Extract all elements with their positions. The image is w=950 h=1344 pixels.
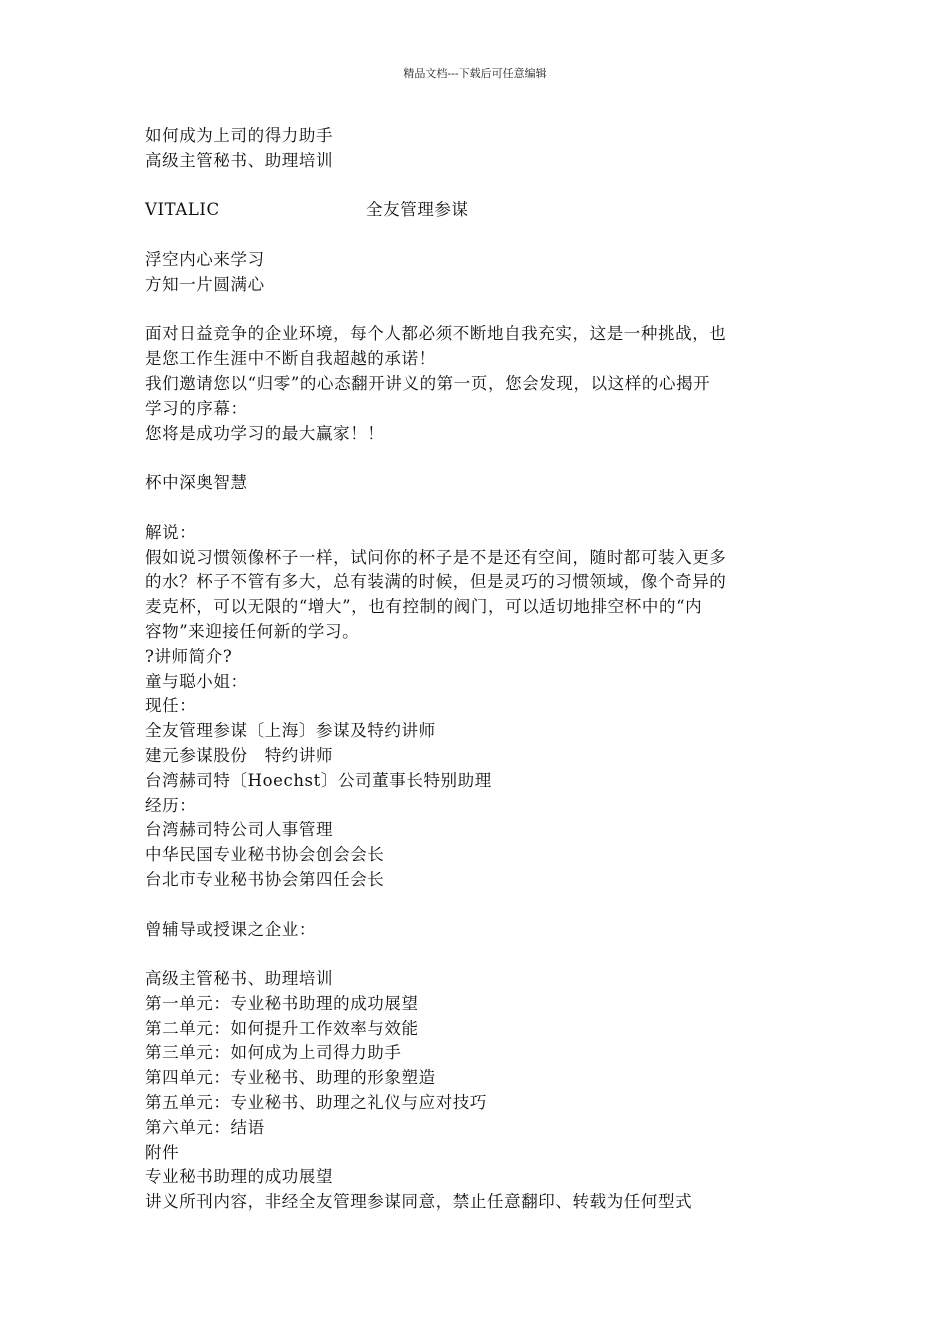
spacer (145, 893, 813, 918)
course-unit: 第五单元：专业秘书、助理之礼仪与应对技巧 (145, 1093, 487, 1113)
document-subtitle: 高级主管秘书、助理培训 (145, 150, 334, 170)
page-header: 精品文档---下载后可任意编辑 (403, 67, 547, 80)
cup-label: 解说： (145, 522, 197, 542)
intro-line: 我们邀请您以“归零”的心态翻开讲义的第一页，您会发现，以这样的心揭开 (145, 373, 711, 393)
cup-paragraph-line: 麦克杯，可以无限的“增大”，也有控制的阀门，可以适切地排空杯中的“内 (145, 597, 703, 617)
history-item: 中华民国专业秘书协会创会会长 (145, 845, 385, 865)
lecturer-name: 童与聪小姐： (145, 671, 248, 691)
spacer (145, 174, 813, 199)
brand-name-latin: VITALIC (145, 200, 220, 220)
cup-paragraph-line: 假如说习惯领像杯子一样，试问你的杯子是不是还有空间，随时都可装入更多 (145, 547, 727, 567)
appendix-label: 附件 (145, 1142, 180, 1162)
section-heading-lecturer: ?讲师简介? (145, 646, 233, 666)
document-title: 如何成为上司的得力助手 (145, 126, 334, 145)
clients-label: 曾辅导或授课之企业： (145, 919, 316, 939)
course-unit: 第一单元：专业秘书助理的成功展望 (145, 993, 419, 1013)
spacer (145, 446, 813, 471)
current-position-item: 建元参谋股份 特约讲师 (145, 745, 334, 765)
course-unit: 第六单元：结语 (145, 1117, 265, 1137)
current-position-item: 全友管理参谋〔上海〕参谋及特约讲师 (145, 721, 436, 741)
brand-name-chinese: 全友管理参谋 (366, 200, 469, 220)
brand-row (145, 198, 813, 223)
course-unit: 第二单元：如何提升工作效率与效能 (145, 1018, 419, 1038)
intro-line: 学习的序幕： (145, 398, 248, 418)
document-body (145, 124, 813, 1215)
history-item: 台湾赫司特公司人事管理 (145, 820, 334, 840)
course-unit: 第四单元：专业秘书、助理的形象塑造 (145, 1068, 436, 1088)
history-item: 台北市专业秘书协会第四任会长 (145, 869, 385, 889)
motto-line: 浮空内心来学习 (145, 249, 265, 269)
history-label: 经历： (145, 795, 197, 815)
intro-line: 是您工作生涯中不断自我超越的承诺！ (145, 349, 436, 369)
intro-line: 您将是成功学习的最大赢家！！ (145, 423, 385, 443)
motto-line: 方知一片圆满心 (145, 274, 265, 294)
spacer (145, 223, 813, 248)
cup-paragraph-line: 容物”来迎接任何新的学习。 (145, 621, 360, 641)
cup-paragraph-line: 的水？杯子不管有多大，总有装满的时候，但是灵巧的习惯领域，像个奇异的 (145, 572, 727, 592)
spacer (145, 298, 813, 323)
course-title: 高级主管秘书、助理培训 (145, 969, 334, 989)
intro-line: 面对日益竞争的企业环境，每个人都必须不断地自我充实，这是一种挑战，也 (145, 324, 727, 344)
spacer (145, 496, 813, 521)
current-position-label: 现任： (145, 696, 197, 716)
section-heading-cup: 杯中深奥智慧 (145, 473, 248, 493)
unit-title: 专业秘书助理的成功展望 (145, 1167, 334, 1187)
current-position-item: 台湾赫司特〔Hoechst〕公司董事长特别助理 (145, 770, 492, 790)
spacer (145, 942, 813, 967)
course-unit: 第三单元：如何成为上司得力助手 (145, 1043, 402, 1063)
copyright-notice: 讲义所刊内容，非经全友管理参谋同意，禁止任意翻印、转载为任何型式 (145, 1192, 693, 1212)
